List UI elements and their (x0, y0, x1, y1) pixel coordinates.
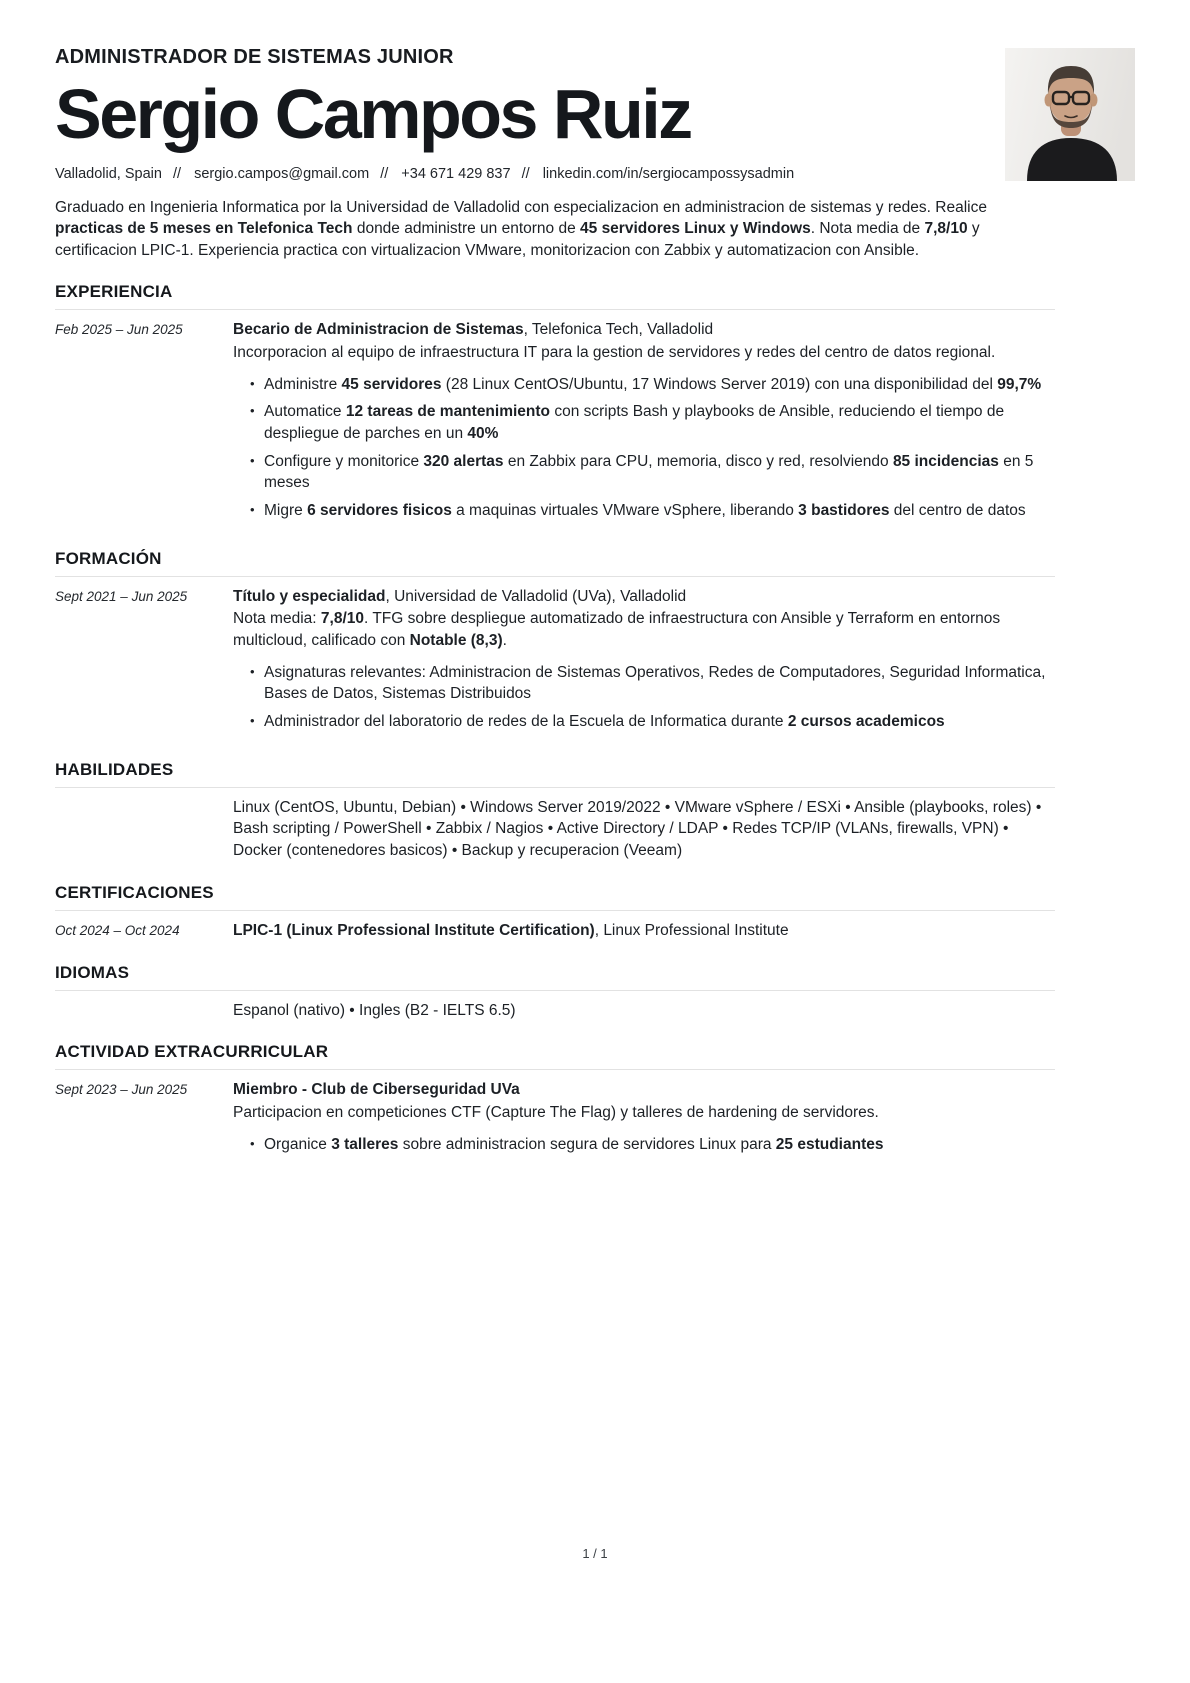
bullet-item: • Administrador del laboratorio de redes de la Escuela de Informatica durante 2 cursos academicos (250, 711, 1055, 733)
entry-date: Sept 2021 – Jun 2025 (55, 588, 188, 604)
job-title: ADMINISTRADOR DE SISTEMAS JUNIOR (55, 46, 454, 68)
entry-title: Título y especialidad, Universidad de Valladolid (UVa), Valladolid (233, 587, 687, 605)
bullet-item: • Automatice 12 tareas de mantenimiento con scripts Bash y playbooks de Ansible, reduciendo el tiempo de despliegue de parches en un 40% (250, 401, 1055, 444)
bullet-list (233, 374, 1055, 522)
experience-entry (55, 319, 1055, 528)
contact-separator: // (172, 166, 182, 182)
section-certificaciones (55, 883, 1055, 942)
date-column-spacer (55, 1000, 233, 1022)
entry-date: Feb 2025 – Jun 2025 (55, 322, 183, 338)
entry-description: Incorporacion al equipo de infraestructura IT para la gestion de servidores y redes del centro de datos regional. (233, 343, 996, 361)
entry-body (233, 920, 1055, 942)
certification-entry (55, 920, 1055, 942)
bullet-item: • Migre 6 servidores fisicos a maquinas virtuales VMware vSphere, liberando 3 bastidores del centro de datos (250, 500, 1055, 522)
page-indicator: 1 / 1 (582, 1546, 608, 1561)
section-title-actividad: ACTIVIDAD EXTRACURRICULAR (55, 1042, 329, 1062)
bullet-list (233, 1134, 1055, 1156)
section-divider (55, 576, 1055, 577)
section-divider (55, 910, 1055, 911)
bullet-item: • Asignaturas relevantes: Administracion de Sistemas Operativos, Redes de Computadores, Seguridad Informatica, Bases de Datos, Sistemas Distribuidos (250, 662, 1055, 705)
bullet-item: • Organice 3 talleres sobre administracion segura de servidores Linux para 25 estudiantes (250, 1134, 1055, 1156)
contact-email[interactable]: sergio.campos@gmail.com (194, 166, 370, 182)
entry-description: Nota media: 7,8/10. TFG sobre despliegue automatizado de infraestructura con Ansible y Terraform en entornos multicloud, calificado con Notable (8,3). (233, 610, 1001, 649)
section-habilidades (55, 760, 1055, 862)
entry-title: Becario de Administracion de Sistemas, Telefonica Tech, Valladolid (233, 321, 714, 339)
bullet-item: • Configure y monitorice 320 alertas en Zabbix para CPU, memoria, disco y red, resolviendo 85 incidencias en 5 meses (250, 451, 1055, 494)
education-entry (55, 586, 1055, 739)
section-title-certificaciones: CERTIFICACIONES (55, 882, 214, 902)
section-title-experiencia: EXPERIENCIA (55, 282, 173, 302)
contact-linkedin[interactable]: linkedin.com/in/sergiocampossysadmin (542, 166, 795, 182)
entry-title: Miembro - Club de Ciberseguridad UVa (233, 1081, 520, 1099)
entry-body (233, 1079, 1055, 1161)
date-column-spacer (55, 797, 233, 862)
entry-date: Sept 2023 – Jun 2025 (55, 1082, 188, 1098)
section-divider (55, 309, 1055, 310)
contact-phone: +34 671 429 837 (401, 166, 511, 182)
header (55, 46, 1055, 182)
entry-title: LPIC-1 (Linux Professional Institute Certification), Linux Professional Institute (233, 921, 789, 939)
entry-description: Participacion en competiciones CTF (Capture The Flag) y talleres de hardening de servidores. (233, 1103, 879, 1121)
section-divider (55, 990, 1055, 991)
extracurricular-entry (55, 1079, 1055, 1161)
section-divider (55, 787, 1055, 788)
section-idiomas (55, 963, 1055, 1022)
section-actividad-extracurricular (55, 1042, 1055, 1161)
skills-row (55, 797, 1055, 862)
section-title-habilidades: HABILIDADES (55, 759, 174, 779)
section-title-idiomas: IDIOMAS (55, 962, 130, 982)
bullet-item: • Administre 45 servidores (28 Linux CentOS/Ubuntu, 17 Windows Server 2019) con una disponibilidad del 99,7% (250, 374, 1055, 396)
skills-text: Linux (CentOS, Ubuntu, Debian) • Windows Server 2019/2022 • VMware vSphere / ESXi • Ansible (playbooks, roles) • Bash scripting / PowerShell • Zabbix / Nagios • Active Directory / LDAP • Redes TCP/IP (VLANs, firewalls, VPN) • Docker (contenedores basicos) • Backup y recuperacion (Veeam) (233, 798, 1042, 860)
section-divider (55, 1069, 1055, 1070)
entry-body (233, 586, 1055, 739)
contact-location: Valladolid, Spain (55, 166, 162, 182)
contact-line (55, 166, 1055, 182)
languages-text: Espanol (nativo) • Ingles (B2 - IELTS 6.5) (233, 1001, 516, 1019)
bullet-list (233, 662, 1055, 733)
contact-separator: // (521, 166, 530, 182)
person-name: Sergio Campos Ruiz (55, 75, 691, 153)
contact-separator: // (380, 166, 389, 182)
section-formacion (55, 549, 1055, 739)
entry-body (233, 319, 1055, 528)
entry-date: Oct 2024 – Oct 2024 (55, 922, 180, 938)
languages-row (55, 1000, 1055, 1022)
resume-content (55, 46, 1055, 1161)
summary-paragraph: Graduado en Ingenieria Informatica por la Universidad de Valladolid con especializacion en administracion de sistemas y redes. Realice practicas de 5 meses en Telefonica Tech donde administre un entorno de 45 servidores Linux y Windows. Nota media de 7,8/10 y certificacion LPIC-1. Experiencia practica con virtualizacion VMware, monitorizacion con Zabbix y automatizacion con Ansible. (55, 199, 987, 259)
section-experiencia (55, 282, 1055, 528)
section-title-formacion: FORMACIÓN (55, 548, 162, 568)
